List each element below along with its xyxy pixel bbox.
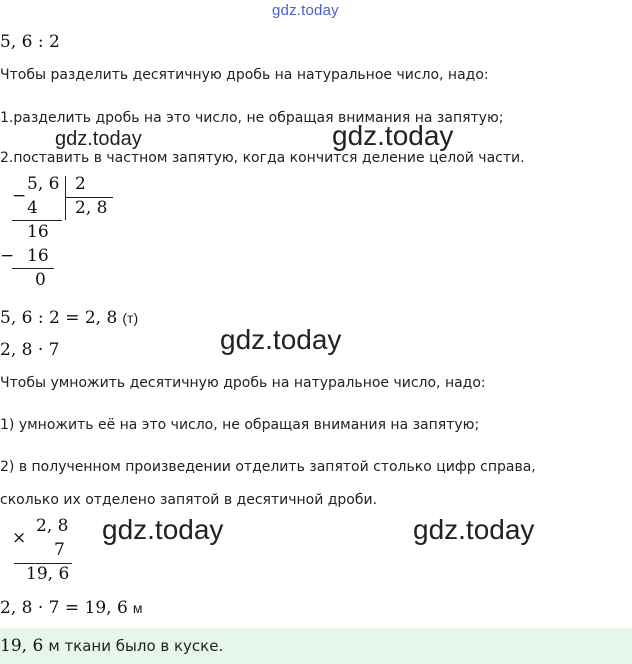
multiplication-rule-intro: Чтобы умножить десятичную дробь на натуральное число, надо:: [0, 375, 486, 391]
remainder-2: 0: [35, 270, 46, 290]
problem2-expression: 2, 8 · 7: [0, 340, 60, 360]
division-line-2: [12, 268, 54, 269]
multiplier: 7: [54, 540, 65, 560]
watermark-2: gdz.today: [332, 120, 454, 151]
answer-text: м ткани было в куске.: [48, 637, 224, 655]
watermark-5: gdz.today: [413, 514, 535, 545]
multiplication-rule-step1: 1) умножить её на это число, не обращая внимания на запятую;: [0, 417, 480, 433]
answer-value: 19, 6: [0, 636, 44, 656]
quotient: 2, 8: [75, 198, 108, 218]
multiplication-rule-step2a: 2) в полученном произведении отделить запятой столько цифр справа,: [0, 459, 536, 475]
division-vertical-bar: [65, 176, 66, 220]
subtrahend-1: 4: [27, 198, 38, 218]
dividend: 5, 6: [27, 174, 60, 194]
problem2-result: [0, 598, 143, 618]
problem1-result-unit: (т): [122, 310, 139, 326]
product: 19, 6: [26, 564, 70, 584]
divisor: 2: [75, 174, 86, 194]
problem2-result-expression: 2, 8 · 7 = 19, 6: [0, 598, 128, 618]
division-minus-2: −: [0, 246, 15, 266]
problem1-result-expression: 5, 6 : 2 = 2, 8: [0, 308, 118, 328]
division-rule-intro: Чтобы разделить десятичную дробь на натуральное число, надо:: [0, 67, 489, 83]
watermark-3: gdz.today: [220, 324, 342, 355]
multiplicand: 2, 8: [36, 516, 69, 536]
answer-line: [0, 636, 223, 656]
watermark-1: gdz.today: [55, 128, 142, 150]
problem2-result-unit: м: [132, 600, 143, 616]
multiplication-rule-step2b: сколько их отделено запятой в десятичной дроби.: [0, 492, 378, 508]
watermark-4: gdz.today: [102, 514, 224, 545]
division-line-1: [12, 220, 62, 221]
division-rule-step1: 1.разделить дробь на это число, не обращая внимания на запятую;: [0, 110, 504, 126]
problem1-result: [0, 308, 138, 328]
remainder-1: 16: [27, 222, 49, 242]
problem1-expression: 5, 6 : 2: [0, 32, 60, 52]
multiply-sign: ×: [12, 528, 27, 548]
subtrahend-2: 16: [27, 246, 49, 266]
division-minus-1: −: [12, 186, 27, 206]
division-rule-step2: 2.поставить в частном запятую, когда кончится деление целой части.: [0, 150, 525, 166]
answer-box: [0, 628, 632, 664]
watermark-top: gdz.today: [272, 2, 339, 19]
